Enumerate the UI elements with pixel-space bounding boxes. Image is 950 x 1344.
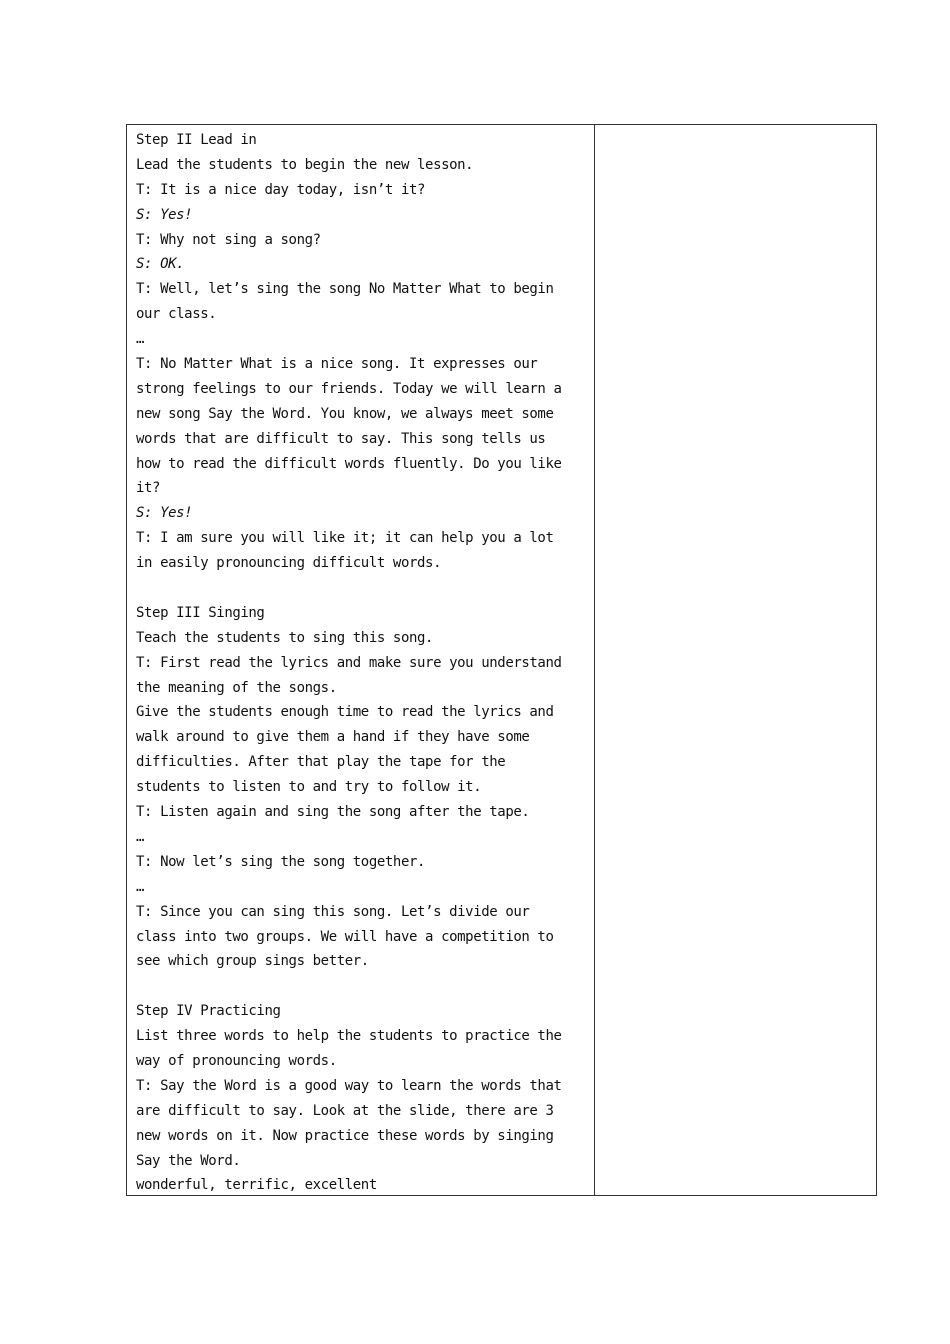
text-line: students to listen to and try to follow it.: [136, 779, 482, 796]
text-line: …: [136, 331, 145, 348]
text-line: T: Now let’s sing the song together.: [136, 853, 426, 870]
text-line: wonderful, terrific, excellent: [136, 1177, 377, 1194]
text-line: difficulties. After that play the tape for the: [136, 754, 506, 771]
text-line: walk around to give them a hand if they have some: [136, 729, 530, 746]
text-line: T: Say the Word is a good way to learn the words that: [136, 1077, 562, 1094]
text-line: T: First read the lyrics and make sure you understand: [136, 654, 562, 671]
text-line: …: [136, 828, 145, 845]
text-line: S: Yes!: [136, 505, 193, 522]
text-line: it?: [136, 480, 161, 497]
blank-line: [136, 576, 594, 601]
text-line: Lead the students to begin the new lesson.: [136, 156, 474, 173]
text-line: Say the Word.: [136, 1152, 241, 1169]
text-line: are difficult to say. Look at the slide, there are 3: [136, 1102, 554, 1119]
text-line: new words on it. Now practice these words by singing: [136, 1127, 554, 1144]
text-line: our class.: [136, 306, 217, 323]
lesson-procedure-column: [127, 125, 595, 1195]
text-line: Teach the students to sing this song.: [136, 629, 434, 646]
text-line: List three words to help the students to practice the: [136, 1028, 562, 1045]
text-line: T: I am sure you will like it; it can help you a lot: [136, 530, 554, 547]
notes-column: [595, 125, 876, 1195]
text-line: T: It is a nice day today, isn’t it?: [136, 181, 426, 198]
text-line: strong feelings to our friends. Today we will learn a: [136, 380, 562, 397]
text-line: T: Well, let’s sing the song No Matter What to begin: [136, 281, 554, 298]
text-line: Step III Singing: [136, 604, 265, 621]
text-line: T: Why not sing a song?: [136, 231, 321, 248]
text-line: …: [136, 878, 145, 895]
text-line: S: Yes!: [136, 206, 193, 223]
text-line: the meaning of the songs.: [136, 679, 337, 696]
text-line: see which group sings better.: [136, 953, 369, 970]
text-line: T: Listen again and sing the song after the tape.: [136, 804, 530, 821]
text-line: class into two groups. We will have a competition to: [136, 928, 554, 945]
text-line: Step II Lead in: [136, 132, 257, 148]
blank-line: [136, 974, 594, 999]
text-line: T: Since you can sing this song. Let’s divide our: [136, 903, 530, 920]
text-line: way of pronouncing words.: [136, 1052, 337, 1069]
text-line: S: OK.: [136, 256, 185, 273]
text-line: new song Say the Word. You know, we always meet some: [136, 405, 554, 422]
text-line: Step IV Practicing: [136, 1003, 281, 1020]
text-line: T: No Matter What is a nice song. It expresses our: [136, 356, 538, 373]
text-line: Give the students enough time to read the lyrics and: [136, 704, 554, 721]
text-line: in easily pronouncing difficult words.: [136, 555, 442, 572]
text-line: how to read the difficult words fluently. Do you like: [136, 455, 562, 472]
lesson-table: [126, 124, 877, 1196]
text-line: words that are difficult to say. This song tells us: [136, 430, 546, 447]
